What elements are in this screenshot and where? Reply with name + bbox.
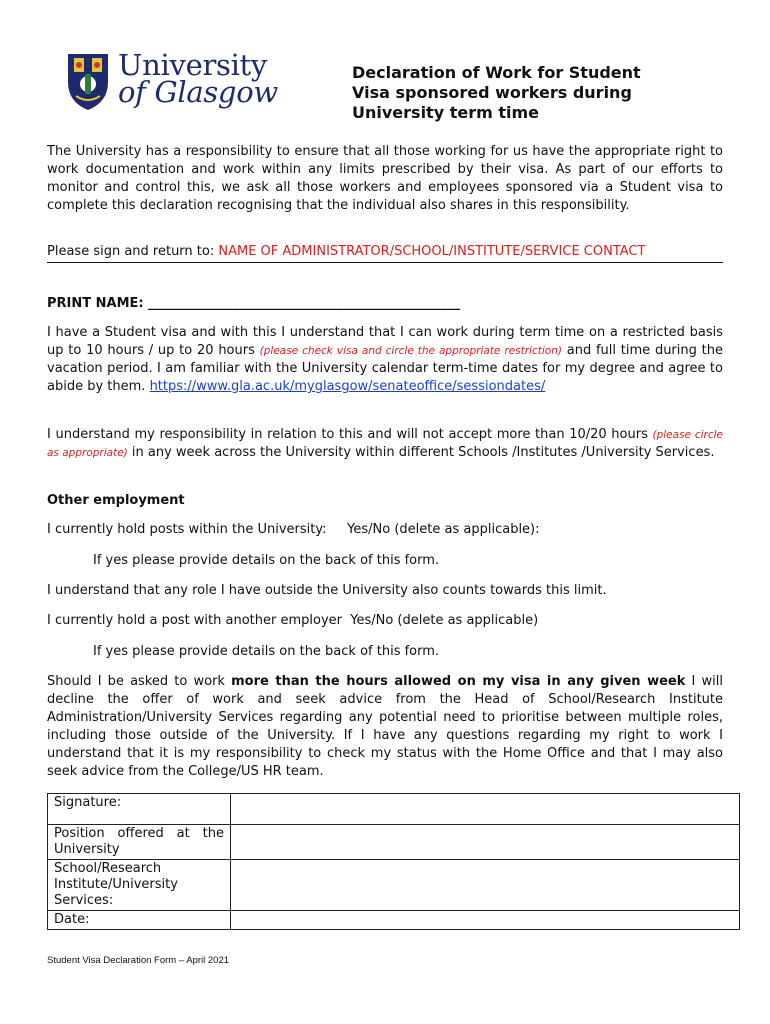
position-field[interactable] (231, 825, 740, 860)
final-bold-text: more than the hours allowed on my visa in any given week (231, 674, 686, 689)
another-employer-details: If yes please provide details on the back of this form. (93, 644, 440, 659)
other-employment-heading: Other employment (47, 493, 185, 508)
date-label: Date: (48, 911, 231, 930)
signature-field[interactable] (231, 794, 740, 825)
final-text-2: I will decline the offer of work and seek advice from the Head of School/Research Institute Administration/University Services regarding any potential need to prioritise between multiple roles, including those outside of the University. If I have any questions regarding my right to work I understand that it is my responsibility to check my status with the Home Office and that I may also seek advice from the College/US HR team. (47, 674, 723, 779)
final-paragraph (47, 673, 723, 781)
visa-text-2: and full time during the vacation period. I am familiar with the University calendar term-time dates for my degree and agree to abide by them. (47, 343, 723, 394)
visa-text-1: I have a Student visa and with this I understand that I can work during term time on a restricted basis up to 10 hours / up to 20 hours (47, 325, 723, 358)
school-field[interactable] (231, 860, 740, 911)
return-prefix: Please sign and return to: (47, 244, 219, 259)
crest-icon (66, 52, 110, 112)
position-label: Position offered at the University (48, 825, 231, 860)
signature-label: Signature: (48, 794, 231, 825)
responsibility-paragraph (47, 426, 723, 462)
final-text-1: Should I be asked to work (47, 674, 232, 689)
table-row (48, 794, 740, 825)
resp-text-1: I understand my responsibility in relation to this and will not accept more than 10/20 hours (47, 427, 653, 442)
return-contact: NAME OF ADMINISTRATOR/SCHOOL/INSTITUTE/SERVICE CONTACT (218, 244, 646, 259)
footer-text: Student Visa Declaration Form – April 2021 (47, 955, 230, 966)
table-row (48, 911, 740, 930)
date-field[interactable] (231, 911, 740, 930)
outside-role-line: I understand that any role I have outside the University also counts towards this limit. (47, 583, 607, 598)
university-logo (66, 48, 278, 114)
page-title: Declaration of Work for Student Visa sponsored workers during University term time (352, 63, 641, 122)
university-name: University of Glasgow (118, 48, 278, 109)
resp-text-2: in any week across the University within different Schools /Institutes /University Services. (127, 445, 715, 460)
signature-table (47, 793, 740, 930)
visa-note: (please check visa and circle the appropriate restriction) (259, 345, 562, 357)
return-to-line (47, 243, 723, 263)
table-row (48, 860, 740, 911)
school-label: School/Research Institute/University Services: (48, 860, 231, 911)
university-posts-line: I currently hold posts within the University: Yes/No (delete as applicable): (47, 522, 540, 537)
another-employer-line: I currently hold a post with another employer Yes/No (delete as applicable) (47, 613, 539, 628)
visa-paragraph (47, 324, 723, 396)
table-row (48, 825, 740, 860)
session-dates-link[interactable]: https://www.gla.ac.uk/myglasgow/senateoffice/sessiondates/ (149, 379, 546, 394)
resp-note: (please circle as appropriate) (47, 429, 724, 459)
intro-paragraph: The University has a responsibility to ensure that all those working for us have the appropriate right to work documentation and work within any limits prescribed by their visa. As part of our efforts to monitor and control this, we ask all those workers and employees sponsored via a Student visa to complete this declaration recognising that the individual also shares in this responsibility. (47, 144, 723, 213)
university-posts-details: If yes please provide details on the back of this form. (93, 553, 440, 568)
print-name-field: PRINT NAME: ________________________________________________ (47, 296, 461, 311)
